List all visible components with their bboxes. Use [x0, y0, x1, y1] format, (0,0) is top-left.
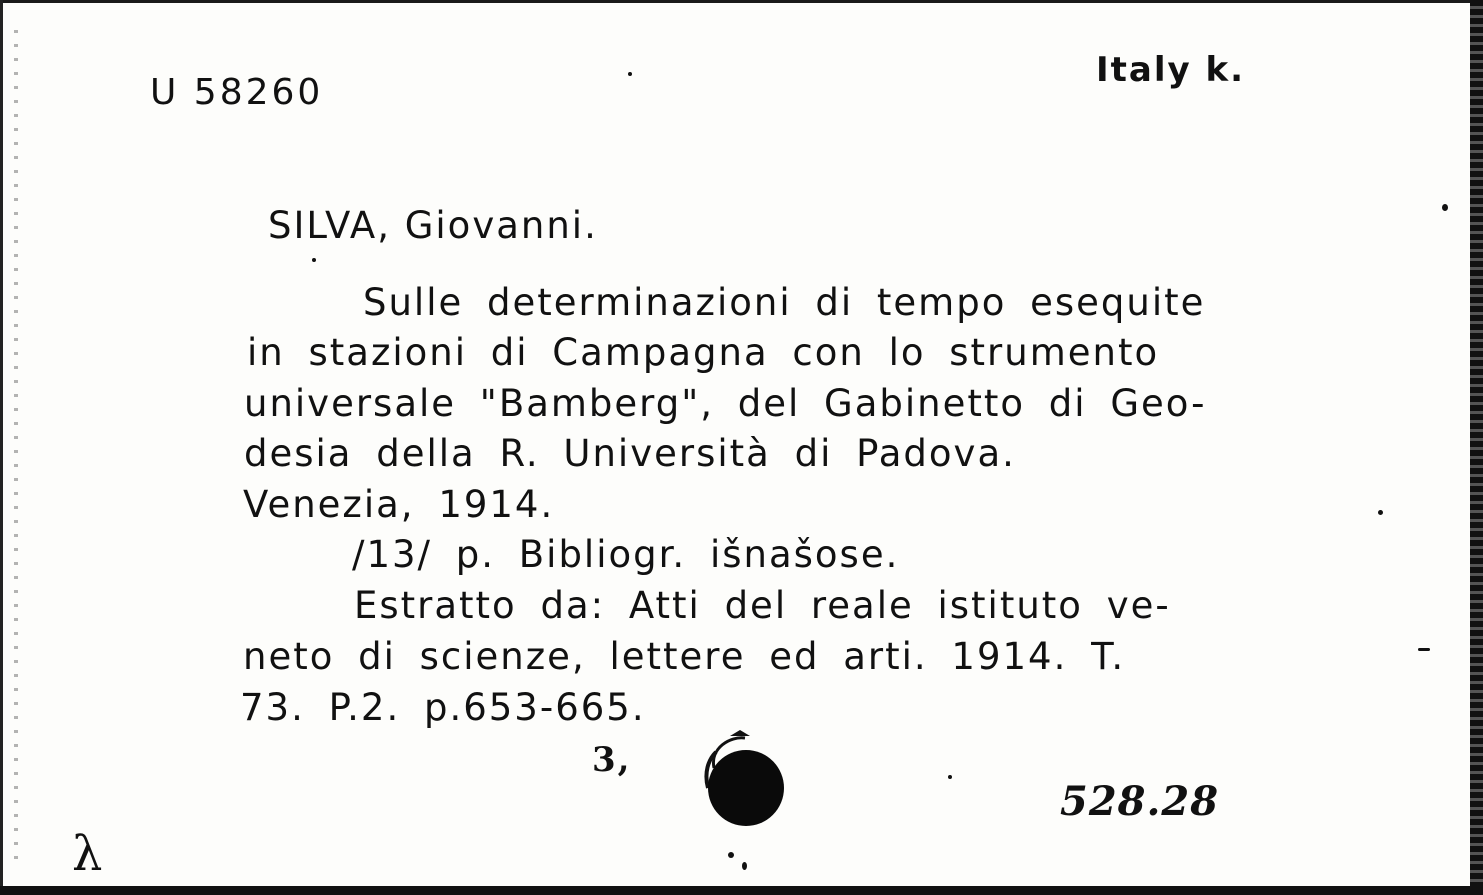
card-top-edge — [0, 0, 1483, 3]
title-line-1: Sulle determinazioni di tempo esequite — [363, 281, 1206, 324]
call-number: U 58260 — [150, 72, 324, 113]
speck — [1378, 510, 1383, 515]
note-line-1: Estratto da: Atti del reale istituto ve- — [354, 584, 1171, 627]
location-note: Italy k. — [1096, 50, 1246, 90]
speck — [628, 72, 632, 76]
speck — [728, 852, 734, 858]
speck — [948, 775, 952, 779]
card-left-edge — [0, 0, 3, 895]
card-bottom-edge — [0, 886, 1483, 895]
title-line-4: desia della R. Università di Padova. — [244, 432, 1016, 475]
corner-mark: λ — [72, 826, 105, 882]
speck — [1418, 648, 1430, 651]
note-line-3: 73. P.2. p.653-665. — [240, 686, 646, 729]
note-line-2: neto di scienze, lettere ed arti. 1914. T. — [243, 635, 1126, 678]
collation-line: /13/ p. Bibliogr. išnašose. — [352, 533, 900, 576]
classmark: 528.28 — [1060, 778, 1220, 825]
card-left-perforation — [14, 30, 18, 870]
card-right-edge — [1470, 0, 1483, 895]
speck — [312, 258, 316, 262]
title-line-2: in stazioni di Campagna con lo strumento — [247, 331, 1160, 374]
punch-hole-icon — [700, 728, 790, 828]
speck — [742, 862, 747, 870]
handwritten-mark: 3, — [592, 740, 632, 780]
speck — [1442, 204, 1448, 211]
imprint-line: Venezia, 1914. — [243, 483, 555, 526]
author-heading: SILVA, Giovanni. — [268, 204, 598, 247]
title-line-3: universale "Bamberg", del Gabinetto di Geo- — [244, 382, 1207, 425]
